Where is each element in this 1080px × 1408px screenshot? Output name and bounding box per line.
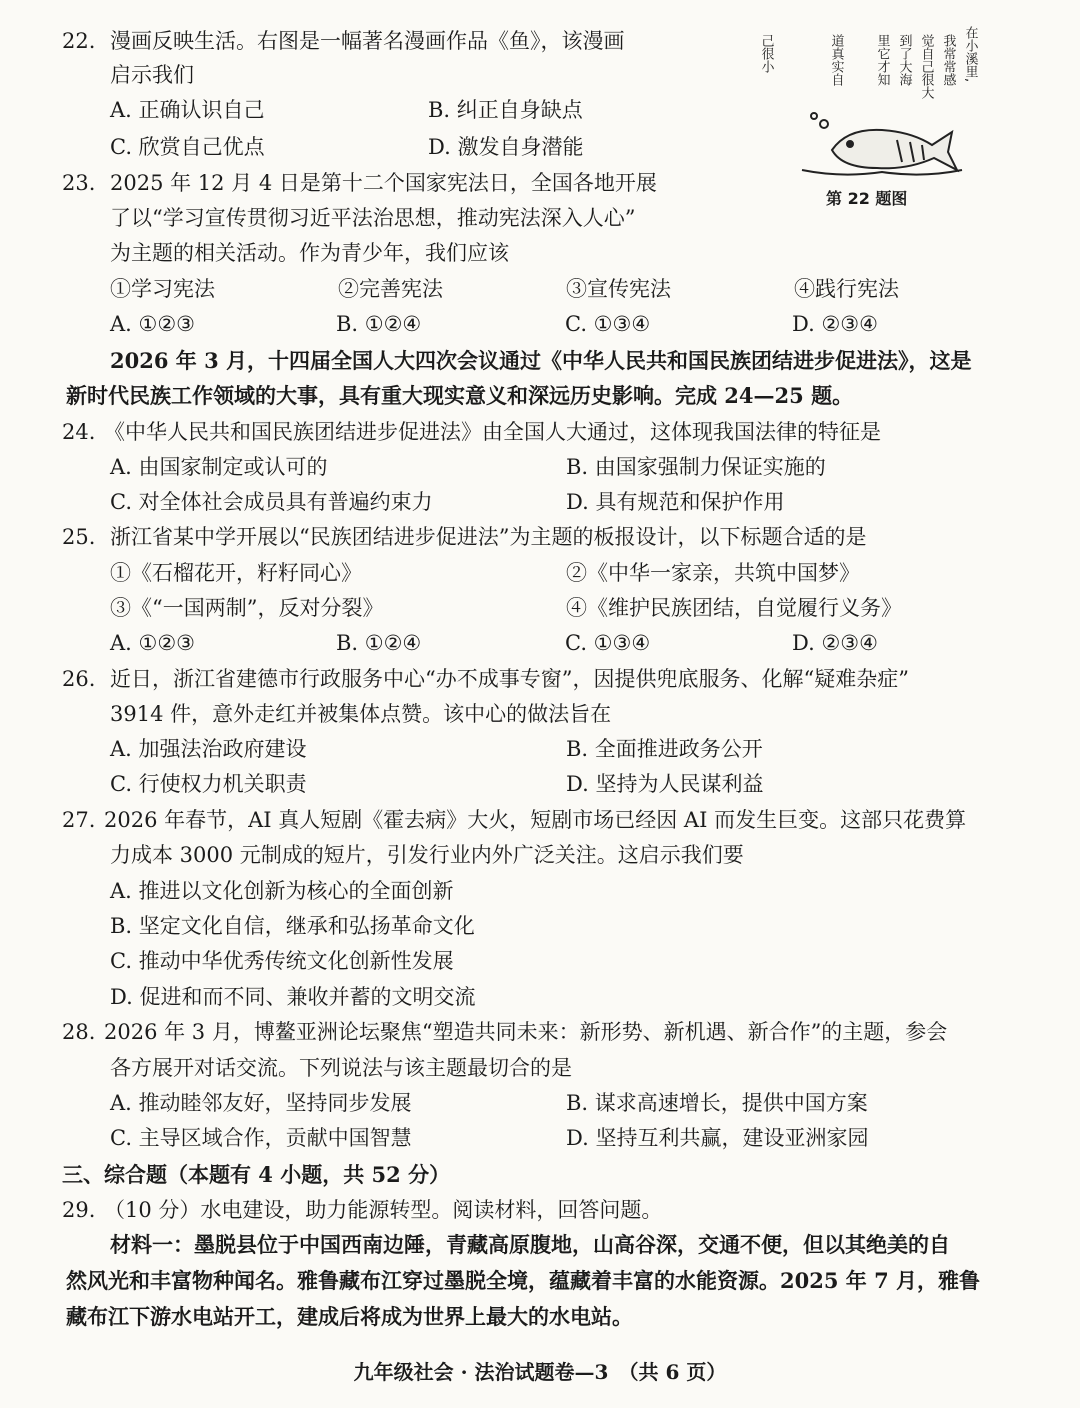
q24-option-a: A. 由国家制定或认可的 — [110, 455, 328, 479]
q26-option-a: A. 加强法治政府建设 — [110, 737, 307, 761]
q27-stem-line2: 力成本 3000 元制成的短片，引发行业内外广泛关注。这启示我们要 — [110, 843, 744, 867]
q23-option-a: A. ①②③ — [110, 312, 195, 336]
material1-text: 墨脱县位于中国西南边陲，青藏高原腹地，山高谷深，交通不便，但以其绝美的自 — [194, 1232, 950, 1257]
material-24-25-line2: 新时代民族工作领域的大事，具有重大现实意义和深远历史影响。完成 24—25 题。 — [66, 383, 854, 408]
q22-option-b: B. 纠正自身缺点 — [428, 98, 583, 122]
comic-text-col: 己很小 — [758, 34, 774, 73]
q24-stem: 《中华人民共和国民族团结进步促进法》由全国人大通过，这体现我国法律的特征是 — [104, 420, 881, 444]
q23-item-3: ③宣传宪法 — [566, 277, 671, 301]
q28-option-b: B. 谋求高速增长，提供中国方案 — [566, 1091, 868, 1115]
material1-label: 材料一： — [110, 1232, 194, 1257]
q29-material1-line2: 然风光和丰富物种闻名。雅鲁藏布江穿过墨脱全境，蕴藏着丰富的水能资源。2025 年 7 月，雅鲁 — [66, 1268, 980, 1293]
section-3-title: 三、综合题（本题有 4 小题，共 52 分） — [62, 1162, 451, 1187]
q23-item-4: ④践行宪法 — [794, 277, 899, 301]
q24-option-d: D. 具有规范和保护作用 — [566, 490, 785, 514]
q23-stem-line2: 了以“学习宣传贯彻习近平法治思想，推动宪法深入人心” — [110, 206, 636, 230]
q25-number: 25. — [62, 525, 96, 549]
page-footer: 九年级社会 · 法治试题卷—3 （共 6 页） — [353, 1360, 727, 1384]
q22-stem-line2: 启示我们 — [110, 63, 194, 87]
q26-stem-line1: 近日，浙江省建德市行政服务中心“办不成事专窗”，因提供兜底服务、化解“疑难杂症” — [110, 667, 909, 691]
q28-stem-line1: 2026 年 3 月，博鳌亚洲论坛聚焦“塑造共同未来：新形势、新机遇、新合作”的主题，参会 — [104, 1020, 948, 1044]
q26-option-c: C. 行使权力机关职责 — [110, 772, 307, 796]
q25-item-3: ③《“一国两制”，反对分裂》 — [110, 596, 384, 620]
q24-number: 24. — [62, 420, 96, 444]
q29-material1-line3: 藏布江下游水电站开工，建成后将成为世界上最大的水电站。 — [66, 1304, 633, 1329]
q23-option-d: D. ②③④ — [792, 312, 878, 336]
q28-number: 28. — [62, 1020, 96, 1044]
q23-option-c: C. ①③④ — [565, 312, 651, 336]
material-24-25-line1: 2026 年 3 月，十四届全国人大四次会议通过《中华人民共和国民族团结进步促进法》，这是 — [110, 348, 972, 373]
q27-option-b: B. 坚定文化自信，继承和弘扬革命文化 — [110, 914, 475, 938]
q27-option-a: A. 推进以文化创新为核心的全面创新 — [110, 879, 454, 903]
q23-stem-line3: 为主题的相关活动。作为青少年，我们应该 — [110, 241, 509, 265]
q25-option-d: D. ②③④ — [792, 631, 878, 655]
q24-option-c: C. 对全体社会成员具有普遍约束力 — [110, 490, 433, 514]
q23-number: 23. — [62, 171, 96, 195]
q25-stem: 浙江省某中学开展以“民族团结进步促进法”为主题的板报设计，以下标题合适的是 — [110, 525, 867, 549]
fish-comic-figure — [752, 20, 982, 210]
comic-text-col: 我常常感 — [940, 34, 956, 86]
q25-item-4: ④《维护民族团结，自觉履行义务》 — [566, 596, 902, 620]
q23-option-b: B. ①②④ — [336, 312, 422, 336]
q28-option-a: A. 推动睦邻友好，坚持同步发展 — [110, 1091, 412, 1115]
fish-drawing — [802, 113, 962, 175]
q25-item-2: ②《中华一家亲，共筑中国梦》 — [566, 561, 860, 585]
q26-stem-line2: 3914 件，意外走红并被集体点赞。该中心的做法旨在 — [110, 702, 612, 726]
q23-item-1: ①学习宪法 — [110, 277, 215, 301]
q22-option-d: D. 激发自身潜能 — [428, 135, 584, 159]
q27-number: 27. — [62, 808, 96, 832]
q27-option-d: D. 促进和而不同、兼收并蓄的文明交流 — [110, 985, 476, 1009]
q29-material1-line1 — [110, 1230, 950, 1260]
comic-text-col: 到了大海 — [896, 34, 912, 86]
q26-option-d: D. 坚持为人民谋利益 — [566, 772, 764, 796]
q25-item-1: ①《石榴花开，籽籽同心》 — [110, 561, 362, 585]
q28-stem-line2: 各方展开对话交流。下列说法与该主题最切合的是 — [110, 1056, 572, 1080]
q25-option-b: B. ①②④ — [336, 631, 422, 655]
q23-item-2: ②完善宪法 — [338, 277, 443, 301]
q22-figure-caption: 第 22 题图 — [826, 189, 908, 208]
q24-option-b: B. 由国家强制力保证实施的 — [566, 455, 826, 479]
q26-number: 26. — [62, 667, 96, 691]
q26-option-b: B. 全面推进政务公开 — [566, 737, 763, 761]
comic-text-col: 在小溪里, — [962, 26, 978, 83]
q22-option-c: C. 欣赏自己优点 — [110, 135, 265, 159]
q25-option-c: C. ①③④ — [565, 631, 651, 655]
q29-number: 29. — [62, 1198, 96, 1222]
q25-option-a: A. ①②③ — [110, 631, 195, 655]
q23-stem-line1: 2025 年 12 月 4 日是第十二个国家宪法日，全国各地开展 — [110, 171, 657, 195]
q22-number: 22. — [62, 29, 96, 53]
q22-option-a: A. 正确认识自己 — [110, 98, 265, 122]
comic-handwritten-text — [759, 26, 979, 99]
q27-option-c: C. 推动中华优秀传统文化创新性发展 — [110, 949, 454, 973]
q22-stem-line1: 漫画反映生活。右图是一幅著名漫画作品《鱼》，该漫画 — [110, 29, 625, 53]
q28-option-d: D. 坚持互利共赢，建设亚洲家园 — [566, 1126, 869, 1150]
q27-stem-line1: 2026 年春节，AI 真人短剧《霍去病》大火，短剧市场已经因 AI 而发生巨变。这部只花费算 — [104, 808, 967, 832]
comic-text-col: 道真实自 — [828, 34, 844, 86]
comic-text-col: 里它才知 — [874, 34, 890, 86]
q29-stem: （10 分）水电建设，助力能源转型。阅读材料，回答问题。 — [104, 1198, 663, 1222]
comic-text-col: 觉自己很大 — [918, 34, 934, 99]
q28-option-c: C. 主导区域合作，贡献中国智慧 — [110, 1126, 412, 1150]
